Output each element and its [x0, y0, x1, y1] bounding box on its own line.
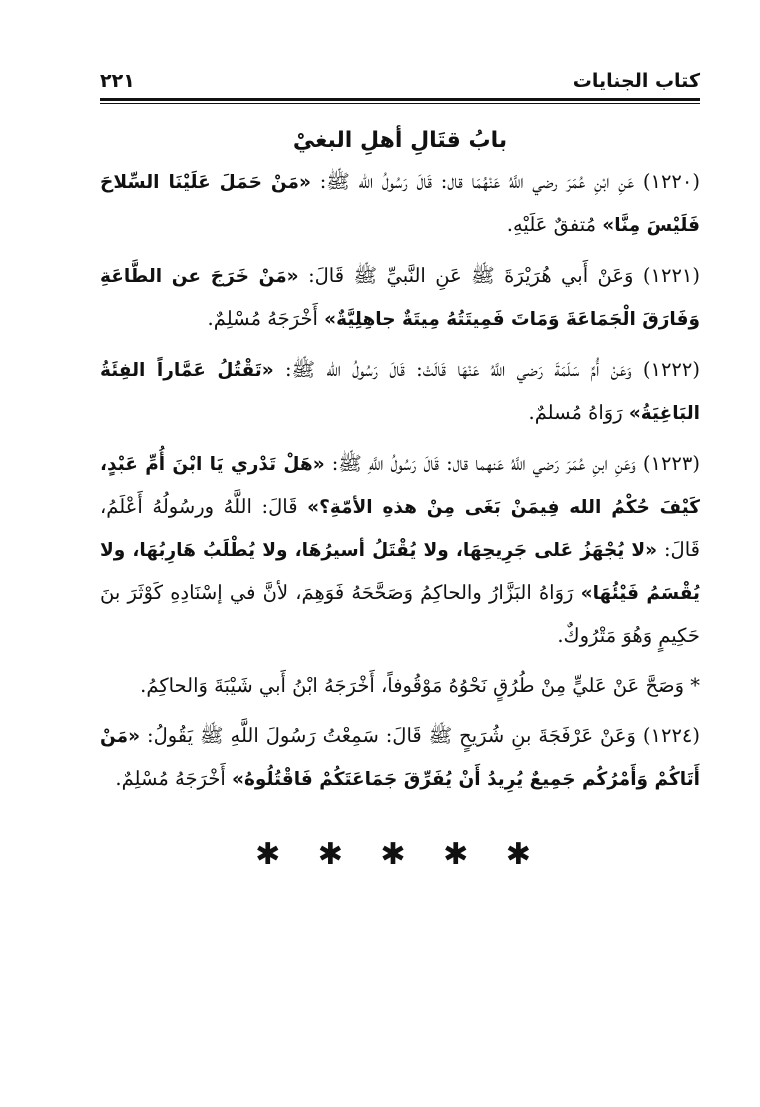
hadith-1221 [100, 255, 700, 341]
hadith-matn: «مَنْ حَمَلَ عَلَيْنَا السِّلاحَ فَلَيْسَ مِنَّا» [100, 172, 700, 236]
header-rule [100, 98, 700, 104]
hadith-source: مُتفقٌ عَلَيْهِ. [506, 213, 597, 236]
hadith-1223 [100, 443, 700, 657]
hadith-matn: «هَلْ تَدْري يَا ابْنَ أُمِّ عَبْدٍ، كَيْفَ حُكْمُ الله فِيمَنْ بَغَى مِنْ هذهِ الأمّةِ؟» [100, 454, 701, 518]
hadith-matn-2: «لا يُجْهَزُ عَلى جَرِيحِهَا، ولا يُقْتَلُ أسيرُهَا، ولا يُطْلَبُ هَارِبُهَا، ولا يُقْسَمُ فَيْئُهَا» [100, 540, 700, 604]
page [100, 62, 700, 1062]
hadith-number: (١٢٢٢) [642, 358, 700, 381]
hadith-intro: وَعَنْ عَرْفَجَةَ بنِ شُرَيحٍ ﷺ قَالَ: سَمِعْتُ رَسُولَ اللَّهِ ﷺ يَقُولُ: [147, 724, 636, 747]
book-title: كتاب الجنايات [572, 70, 700, 92]
hadith-1222 [100, 349, 700, 435]
hadith-1224 [100, 715, 700, 801]
hadith-number: (١٢٢١) [642, 264, 701, 287]
hadith-1220 [100, 161, 700, 247]
hadith-number: (١٢٢٠) [642, 170, 700, 193]
hadith-intro: وَعَنِ ابنِ عُمَرَ رَضي اللَّهُ عَنهما قال: قَالَ رَسُولُ اللَّهِ ﷺ: [331, 452, 636, 475]
hadith-matn: «تَقْتُلُ عَمَّاراً الفِئَةُ البَاغِيَةُ» [100, 360, 700, 424]
hadith-intro: عَنِ ابْنِ عُمَرَ رضي اللَّهُ عَنْهُمَا قال: قَالَ رَسُولُ الله ﷺ: [319, 170, 635, 193]
hadith-number: (١٢٢٤) [642, 724, 701, 747]
hadith-matn: «مَنْ أَتَاكُمْ وَأَمْرُكُم جَمِيعٌ يُرِيدُ أَنْ يُفَرِّقَ جَمَاعَتَكُمْ فَاقْتُلُوهُ» [100, 726, 700, 790]
chapter-title: بابُ قتَالِ أهلِ البغيْ [292, 128, 508, 153]
hadith-intro: وَعَنْ أَبي هُرَيْرَةَ ﷺ عَنِ النَّبيِّ ﷺ قَالَ: [308, 264, 634, 287]
hadith-middle: قَالَ: اللَّهُ ورسُولُهُ أَعْلَمُ، قَالَ: [100, 495, 700, 561]
section-separator: ✱ ✱ ✱ ✱ ✱ [255, 837, 545, 872]
hadith-source: أَخْرَجَهُ مُسْلِمٌ. [115, 767, 226, 790]
page-number: ٢٢١ [100, 70, 135, 92]
running-header [100, 62, 700, 92]
note-paragraph: * وَصَحَّ عَنْ عَليٍّ مِنْ طُرُقٍ نَحْوُهُ مَوْقُوفاً، أَخْرَجَهُ ابْنُ أَبي شَيْبَةَ وَالحاكِمُ. [140, 674, 700, 697]
hadith-source: رَوَاهُ البَزَّارُ والحاكِمُ وَصَحَّحَهُ فَوَهِمَ، لأنَّ في إسْنَادِهِ كَوْثَرَ بنَ حَكِيمٍ وَهُوَ مَتْرُوكٌ. [100, 581, 700, 647]
hadith-number: (١٢٢٣) [642, 452, 700, 475]
hadith-source: أَخْرَجَهُ مُسْلِمٌ. [207, 307, 318, 330]
hadith-source: رَوَاهُ مُسلمٌ. [528, 401, 623, 424]
hadith-matn: «مَنْ خَرَجَ عن الطَّاعَةِ وَفَارَقَ الْجَمَاعَةَ وَمَاتَ فَمِيتَتُهُ مِيتَةٌ جاهِلِيَّةٌ» [100, 266, 700, 330]
hadith-intro: وَعَنْ أُمِّ سَلَمَةَ رَضي اللَّهُ عَنْهَا قَالَتْ: قَالَ رَسُولُ الله ﷺ: [284, 358, 632, 381]
